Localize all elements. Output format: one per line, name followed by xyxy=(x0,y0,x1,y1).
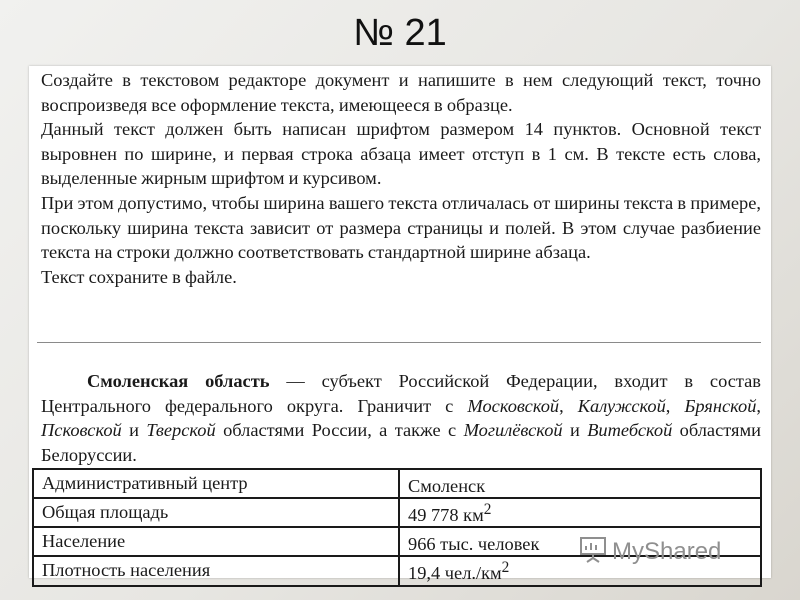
presentation-icon xyxy=(578,534,612,571)
table-cell-label: Общая площадь xyxy=(33,498,399,527)
region-name: Брянской xyxy=(684,395,757,416)
table-cell-value xyxy=(399,498,761,527)
value-text: Смоленск xyxy=(408,476,486,497)
superscript: 2 xyxy=(501,559,510,577)
table-cell-label: Плотность населения xyxy=(33,556,399,585)
info-table xyxy=(32,468,762,587)
conjunction: и xyxy=(562,420,588,441)
value-text: 49 778 км xyxy=(408,505,484,526)
watermark-text: MyShared xyxy=(612,538,722,565)
region-name: Московской xyxy=(467,395,560,416)
sample-paragraph xyxy=(41,369,761,467)
task-paragraph: Создайте в текстовом редакторе документ и напишите в нем следующий текст, точно воспроизведя все оформление текста, имеющееся в образце. xyxy=(41,70,761,115)
separator: , xyxy=(665,395,685,416)
region-name: Тверской xyxy=(146,420,216,441)
sample-text-part: — субъект Российской Федерации, входит в состав Центрального федерального округа. Граничит с xyxy=(41,371,761,416)
region-name: Калужской xyxy=(577,395,666,416)
task-paragraph: Данный текст должен быть написан шрифтом размером 14 пунктов. Основной текст выровнен по ширине, и первая строка абзаца имеет отступ в 1 см. В тексте есть слова, выделенные жирным шрифтом и курсивом. xyxy=(41,119,761,189)
region-name: Псковской xyxy=(41,420,122,441)
table-cell-value xyxy=(399,469,761,498)
sample-text-part: областями России, а также с xyxy=(215,420,464,441)
table-row xyxy=(33,469,761,498)
table-cell-label: Административный центр xyxy=(33,469,399,498)
table-row xyxy=(33,498,761,527)
slide-title: № 21 xyxy=(353,12,447,54)
conjunction: и xyxy=(121,420,147,441)
divider xyxy=(37,342,761,343)
document-page xyxy=(29,66,771,584)
superscript: 2 xyxy=(483,501,492,519)
task-paragraph: Текст сохраните в файле. xyxy=(41,266,237,287)
task-text xyxy=(41,68,761,289)
table-cell-label: Население xyxy=(33,527,399,556)
bold-term: Смоленская область xyxy=(87,371,270,391)
sample-text-part: областями Белоруссии. xyxy=(41,420,761,465)
value-text: 19,4 чел./км xyxy=(408,563,502,584)
sample-text xyxy=(41,369,761,467)
value-text: 966 тыс. человек xyxy=(408,534,540,555)
region-name: Витебской xyxy=(587,420,673,441)
separator: , xyxy=(756,395,762,416)
region-name: Могилёвской xyxy=(463,420,563,441)
separator: , xyxy=(559,395,578,416)
watermark xyxy=(578,536,721,568)
task-paragraph: При этом допустимо, чтобы ширина вашего текста отличалась от ширины текста в примере, поскольку ширина текста зависит от размера страницы и полей. В этом случае разбиение текста на строки должно соответствовать стандартной ширине абзаца. xyxy=(41,192,761,263)
